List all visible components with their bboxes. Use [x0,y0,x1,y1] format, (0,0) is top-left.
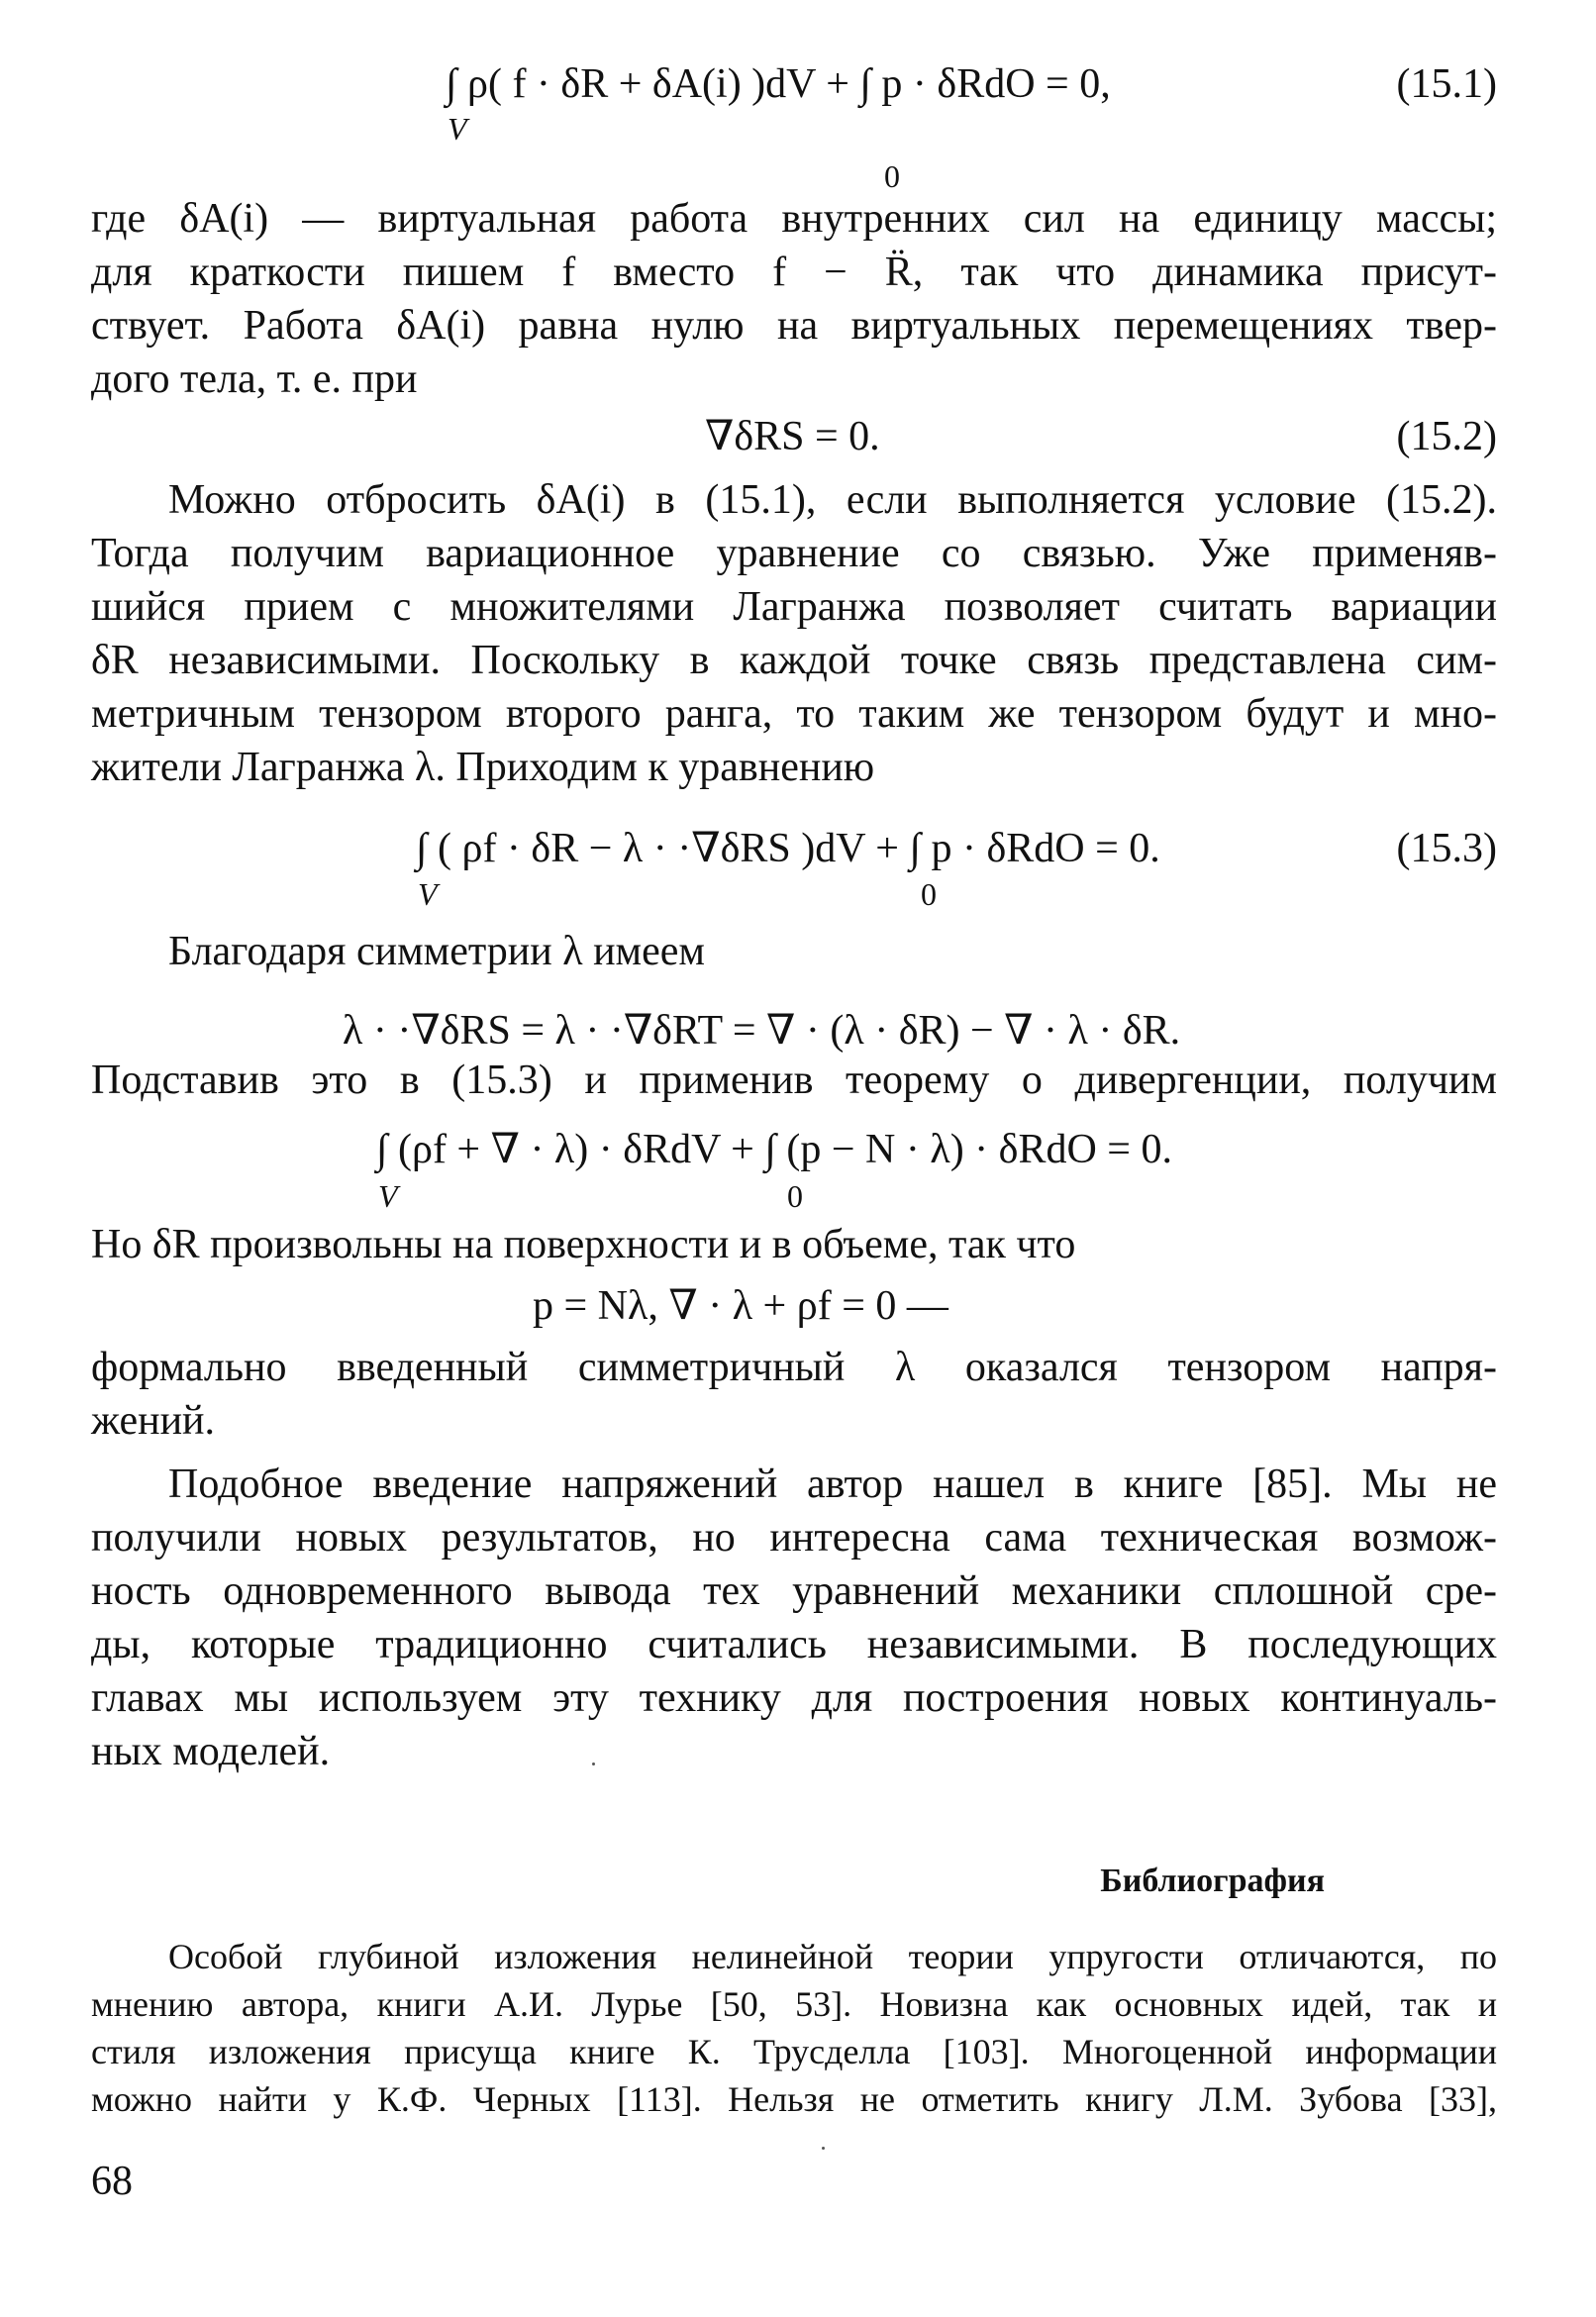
paragraph-2-line-6: жители Лагранжа λ. Приходим к уравнению [91,745,875,790]
paragraph-4-line-5: главах мы используем эту технику для построения новых континуаль- [91,1675,1497,1721]
paragraph-3-line-1: формально введенный симметричный λ оказался тензором напря- [91,1345,1497,1390]
bibliography-line-2: мнению автора, книги А.И. Лурье [50, 53]. Новизна как основных идей, так и [91,1984,1497,2024]
paragraph-4-line-2: получили новых результатов, но интересна сама техническая возмож- [91,1515,1497,1561]
bibliography-heading: Библиография [1100,1863,1325,1899]
symmetry-equation: λ · ·∇δRS = λ · ·∇δRT = ∇ · (λ · δR) − ∇ · λ · δR. [343,1008,1181,1054]
paragraph-4-line-6: ных моделей. [91,1729,331,1774]
paragraph-2-line-4: δR независимыми. Поскольку в каждой точке связь представлена сим- [91,638,1497,683]
stray-dot [592,1763,595,1765]
bibliography-line-4: можно найти у К.Ф. Черных [113]. Нельзя не отметить книгу Л.М. Зубова [33], [91,2079,1497,2119]
equation-15-3-surface-limit: 0 [921,876,937,912]
arbitrary-text: Но δR произвольны на поверхности и в объеме, так что [91,1222,1076,1267]
equation-15-1-number: (15.1) [1396,61,1497,107]
paragraph-1-line-1: где δA(i) — виртуальная работа внутренних сил на единицу массы; [91,196,1497,242]
paragraph-1-line-3: ствует. Работа δA(i) равна нулю на виртуальных перемещениях твер- [91,303,1497,349]
paragraph-1-line-4: дого тела, т. е. при [91,356,418,402]
equation-15-2: ∇δRS = 0. [705,414,880,459]
paragraph-2-line-1: Можно отбросить δA(i) в (15.1), если выполняется условие (15.2). [168,477,1497,523]
paragraph-3-line-2: жений. [91,1398,216,1444]
equation-15-3: ∫ ( ρf · δR − λ · ·∇δRS )dV + ∫ p · δRdO = 0. [416,826,1160,871]
equation-15-3-number: (15.3) [1396,826,1497,871]
paragraph-1-line-2: для краткости пишем f вместо f − R̈, так что динамика присут- [91,250,1497,295]
paragraph-2-line-3: шийся прием с множителями Лагранжа позволяет считать вариации [91,584,1497,630]
equation-15-2-number: (15.2) [1396,414,1497,459]
divergence-volume-limit: V [378,1178,398,1214]
equation-15-3-volume-limit: V [418,876,438,912]
divergence-text: Подставив это в (15.3) и применив теорему о дивергенции, получим [91,1058,1497,1103]
equation-15-1: ∫ ρ( f · δR + δA(i) )dV + ∫ p · δRdO = 0, [446,61,1111,107]
bibliography-line-3: стиля изложения присуща книге К. Трусделла [103]. Многоценной информации [91,2032,1497,2071]
paragraph-2-line-5: метричным тензором второго ранга, то таким же тензором будут и мно- [91,691,1497,737]
paragraph-4-line-1: Подобное введение напряжений автор нашел в книге [85]. Мы не [168,1461,1497,1507]
symmetry-text: Благодаря симметрии λ имеем [168,929,705,974]
equation-15-1-surface-limit: 0 [884,158,900,194]
stray-dot-2 [822,2147,825,2150]
paragraph-4-line-4: ды, которые традиционно считались независимыми. В последующих [91,1622,1497,1667]
equation-15-1-volume-limit: V [448,111,467,147]
divergence-equation: ∫ (ρf + ∇ · λ) · δRdV + ∫ (p − N · λ) · δRdO = 0. [376,1127,1172,1172]
result-equation: p = Nλ, ∇ · λ + ρf = 0 — [533,1283,948,1329]
bibliography-line-1: Особой глубиной изложения нелинейной теории упругости отличаются, по [168,1937,1497,1976]
page-number: 68 [91,2159,133,2204]
paragraph-2-line-2: Тогда получим вариационное уравнение со связью. Уже применяв- [91,531,1497,576]
paragraph-4-line-3: ность одновременного вывода тех уравнений механики сплошной сре- [91,1568,1497,1614]
divergence-surface-limit: 0 [787,1178,803,1214]
